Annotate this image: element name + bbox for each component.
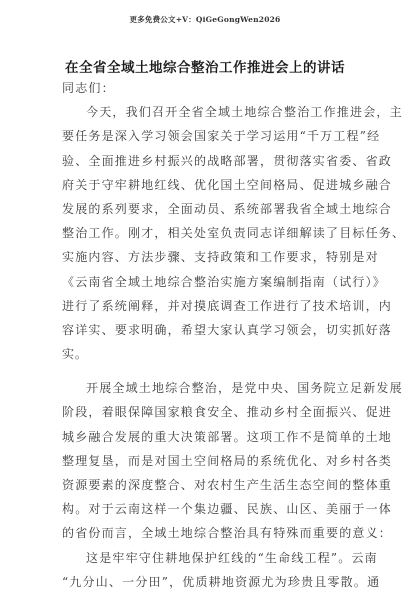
paragraph-line: 实。	[62, 347, 88, 362]
document-title: 在全省全域土地综合整治工作推进会上的讲话	[65, 60, 345, 76]
paragraph-line: 容详实、要求明确，希望大家认真学习领会，切实抓好落	[62, 322, 393, 337]
paragraph-line: 验、全面推进乡村振兴的战略部署，贯彻落实省委、省政	[62, 153, 393, 168]
paragraph-line: 的省份而言，全域土地综合整治具有特殊而重要的意义：	[62, 526, 393, 541]
paragraph-2	[62, 376, 403, 545]
paragraph-line: 《云南省全域土地综合整治实施方案编制指南（试行）》	[62, 274, 387, 289]
paragraph-line: 实施内容、方法步骤、支持政策和工作要求，特别是对	[62, 250, 379, 265]
header-note: 更多免费公文+V：QiGeGongWen2026	[129, 15, 281, 24]
paragraph-line: 今天，我们召开全省全域土地综合整治工作推进会，主	[86, 105, 403, 120]
paragraph-line: 进行了系统阐释，并对摸底调查工作进行了技术培训，内	[62, 298, 393, 313]
paragraph-line: 整理复垦，而是对国土空间格局的系统优化、对乡村各类	[62, 453, 393, 468]
paragraph-line: 府关于守牢耕地红线、优化国土空间格局、促进城乡融合	[62, 177, 393, 192]
paragraph-line: “九分山、一分田”，优质耕地资源尤为珍贵且零散。通	[62, 574, 381, 589]
paragraph-line: 发展的系列要求，全面动员、系统部署我省全域土地综合	[62, 201, 393, 216]
paragraph-line: 开展全域土地综合整治，是党中央、国务院立足新发展	[86, 381, 403, 396]
paragraph-line: 构。对于云南这样一个集边疆、民族、山区、美丽于一体	[62, 502, 393, 517]
document-body	[62, 76, 406, 594]
paragraph-1	[62, 100, 406, 366]
paragraph-line: 资源要素的深度整合、对农村生产生活生态空间的整体重	[62, 478, 393, 492]
paragraph-3	[62, 546, 381, 594]
salutation: 同志们：	[62, 81, 115, 95]
paragraph-line: 阶段，着眼保障国家粮食安全、推动乡村全面振兴、促进	[62, 405, 393, 420]
paragraph-line: 城乡融合发展的重大决策部署。这项工作不是简单的土地	[62, 429, 393, 444]
paragraph-gap	[62, 366, 362, 376]
paragraph-line: 整治工作。刚才，相关处室负责同志详细解读了目标任务、	[62, 226, 406, 241]
paragraph-line: 要任务是深入学习领会国家关于学习运用“千万工程”经	[62, 129, 381, 144]
paragraph-line: 这是牢牢守住耕地保护红线的“生命线工程”。云南	[86, 550, 378, 565]
